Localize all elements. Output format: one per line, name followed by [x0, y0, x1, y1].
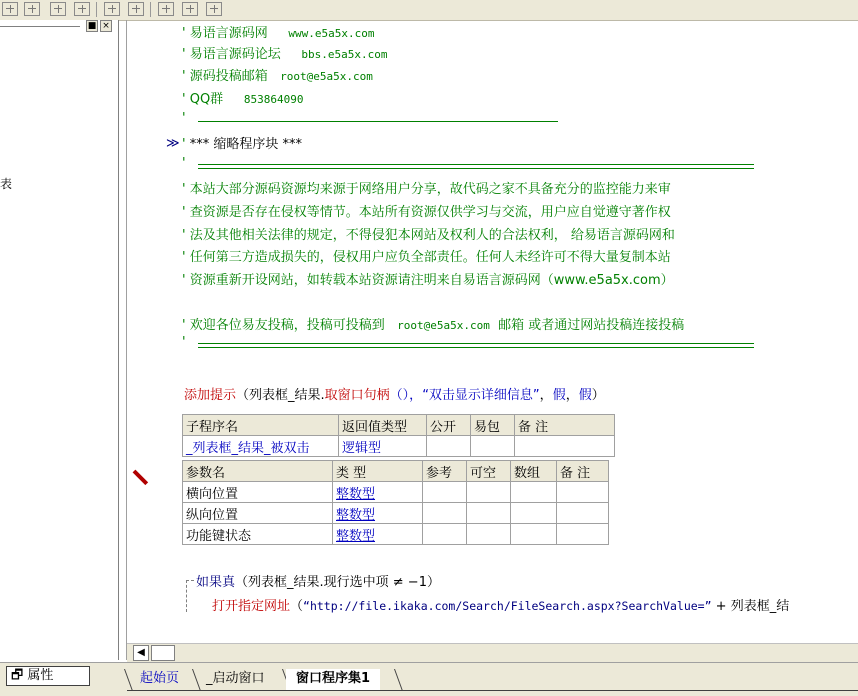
horizontal-scrollbar[interactable]: [127, 643, 858, 663]
minimize-icon[interactable]: ■: [87, 21, 97, 31]
toolbar: [0, 0, 858, 21]
close-icon[interactable]: ×: [100, 20, 112, 32]
panel-title-line: [0, 26, 80, 27]
table-header-row: [183, 415, 615, 436]
param-type-cell[interactable]: 整数型: [333, 503, 423, 524]
table-header-row: [183, 461, 609, 482]
flow-line: [186, 580, 187, 612]
top-align-icon[interactable]: [50, 2, 66, 16]
bottom-align-icon[interactable]: [74, 2, 90, 16]
remark-cell[interactable]: [557, 524, 609, 545]
comment-double-divider: [198, 164, 754, 169]
tab-window-program-set[interactable]: 窗口程序集1: [286, 669, 380, 690]
code-line[interactable]: ' 资源重新开设网站，如转载本站资源请注明来自易语言源码网（www.e5a5x.com）: [182, 273, 674, 288]
param-name-cell[interactable]: 横向位置: [183, 482, 333, 503]
tab-startup-window[interactable]: _启动窗口: [206, 671, 265, 686]
remark-cell[interactable]: [557, 503, 609, 524]
subroutine-name-cell[interactable]: _列表框_结果_被双击: [183, 436, 339, 457]
code-line[interactable]: ' 法及其他相关法律的规定，不得侵犯本网站及权利人的合法权利， 给易语言源码网和: [182, 228, 675, 243]
param-type-cell[interactable]: 整数型: [333, 482, 423, 503]
subroutine-table: [182, 414, 615, 457]
properties-button[interactable]: 🗗 属性: [6, 666, 90, 686]
tabs-baseline: [127, 690, 858, 691]
code-statement-if[interactable]: 如果真（列表框_结果.现行选中项 ≠ −1）: [196, 575, 440, 590]
param-type-cell[interactable]: 整数型: [333, 524, 423, 545]
gutter-divider: [126, 20, 127, 660]
param-name-cell[interactable]: 功能键状态: [183, 524, 333, 545]
code-statement-add-tip[interactable]: 添加提示（列表框_结果.取窗口句柄（），“双击显示详细信息”，假，假）: [184, 388, 605, 403]
code-line[interactable]: ' 欢迎各位易友投稿，投稿可投稿到 root@e5a5x.com 邮箱 或者通过网站投稿连接投稿: [182, 318, 685, 333]
header-cell: 可空: [467, 461, 511, 482]
current-line-arrow-icon: ≫: [166, 136, 180, 151]
code-line[interactable]: ' 易语言源码论坛 bbs.e5a5x.com: [182, 47, 388, 62]
code-line[interactable]: ' 本站大部分源码资源均来源于网络用户分享，故代码之家不具备充分的监控能力来审: [182, 182, 671, 197]
header-cell: 备 注: [515, 415, 615, 436]
edit-pen-icon: [133, 470, 149, 486]
equal-size-icon[interactable]: [206, 2, 222, 16]
ref-cell[interactable]: [423, 503, 467, 524]
code-statement-open-url[interactable]: 打开指定网址（“http://file.ikaka.com/Search/FileSearch.aspx?SearchValue=” + 列表框_结: [212, 599, 790, 614]
nullable-cell[interactable]: [467, 482, 511, 503]
horizontal-spacing-icon[interactable]: [104, 2, 120, 16]
remark-cell[interactable]: [515, 436, 615, 457]
left-panel: [0, 20, 119, 660]
code-line[interactable]: ' QQ群 853864090: [182, 92, 304, 107]
easy-pack-cell[interactable]: [471, 436, 515, 457]
public-cell[interactable]: [427, 436, 471, 457]
code-line[interactable]: ' 源码投稿邮箱 root@e5a5x.com: [182, 69, 373, 84]
header-cell: 参考: [423, 461, 467, 482]
parameter-table: [182, 460, 609, 545]
header-cell: 类 型: [333, 461, 423, 482]
nullable-cell[interactable]: [467, 524, 511, 545]
array-cell[interactable]: [511, 503, 557, 524]
header-cell: 备 注: [557, 461, 609, 482]
align-icon[interactable]: [2, 2, 18, 16]
equal-width-icon[interactable]: [158, 2, 174, 16]
array-cell[interactable]: [511, 482, 557, 503]
return-type-cell[interactable]: 逻辑型: [339, 436, 427, 457]
scroll-thumb[interactable]: [151, 645, 175, 661]
header-cell: 易包: [471, 415, 515, 436]
flow-line: [186, 580, 194, 581]
table-row[interactable]: [183, 436, 615, 457]
tab-start-page[interactable]: 起始页: [140, 671, 180, 686]
code-line[interactable]: ' *** 缩略程序块 ***: [182, 137, 302, 152]
header-cell: 数组: [511, 461, 557, 482]
param-name-cell[interactable]: 纵向位置: [183, 503, 333, 524]
toolbar-separator: [150, 2, 151, 17]
header-cell: 子程序名: [183, 415, 339, 436]
code-line[interactable]: ' 任何第三方造成损失的，侵权用户应负全部责任。任何人未经许可不得大量复制本站: [182, 250, 671, 265]
code-line[interactable]: ' 易语言源码网 www.e5a5x.com: [182, 26, 375, 41]
vertical-spacing-icon[interactable]: [128, 2, 144, 16]
table-row[interactable]: [183, 482, 609, 503]
remark-cell[interactable]: [557, 482, 609, 503]
ref-cell[interactable]: [423, 524, 467, 545]
header-cell: 返回值类型: [339, 415, 427, 436]
ref-cell[interactable]: [423, 482, 467, 503]
header-cell: 公开: [427, 415, 471, 436]
table-row[interactable]: [183, 524, 609, 545]
code-line[interactable]: ' 查资源是否存在侵权等情节。本站所有资源仅供学习与交流，用户应自觉遵守著作权: [182, 205, 671, 220]
center-align-icon[interactable]: [24, 2, 40, 16]
code-line[interactable]: ': [182, 156, 186, 171]
comment-divider: [198, 121, 558, 122]
array-cell[interactable]: [511, 524, 557, 545]
scroll-left-icon[interactable]: ◀: [133, 645, 149, 661]
comment-double-divider: [198, 343, 754, 348]
header-cell: 参数名: [183, 461, 333, 482]
properties-icon: 🗗: [11, 668, 24, 683]
code-line[interactable]: ': [182, 111, 186, 126]
equal-height-icon[interactable]: [182, 2, 198, 16]
table-row[interactable]: [183, 503, 609, 524]
nullable-cell[interactable]: [467, 503, 511, 524]
toolbar-separator: [96, 2, 97, 17]
code-line[interactable]: ': [182, 335, 186, 350]
panel-text-fragment: 表: [0, 177, 13, 191]
